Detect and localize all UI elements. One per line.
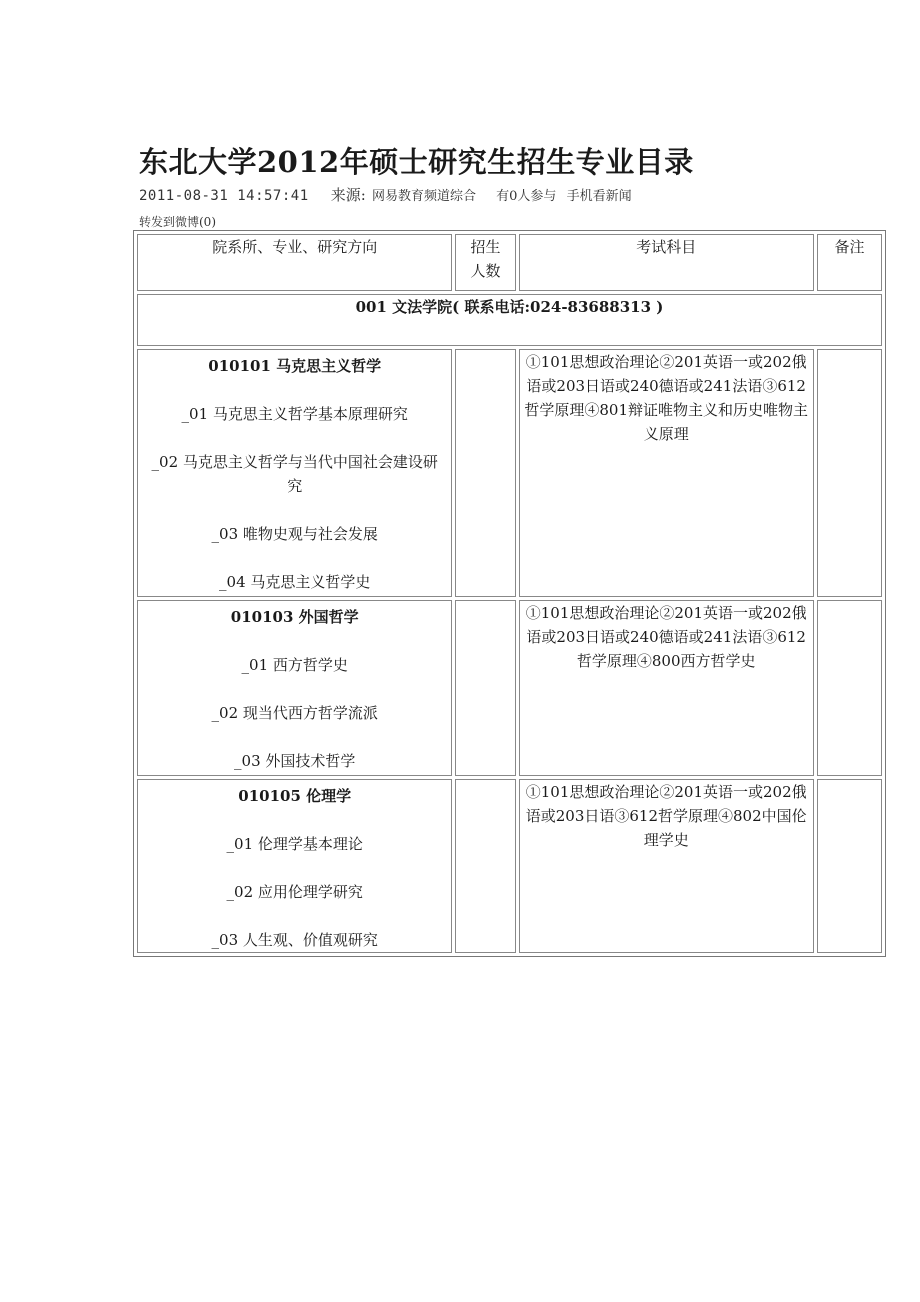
share-weibo-link[interactable]: 转发到微博(0) [139,215,216,229]
enroll-cell [455,349,515,597]
direction-item: _03 人生观、价值观研究 [211,931,378,949]
catalog-table [133,230,886,957]
source-label: 来源: [330,186,366,204]
mobile-news-link[interactable]: 手机看新闻 [566,189,632,204]
notes-cell [817,349,882,597]
page-title: 东北大学2012年硕士研究生招生专业目录 [139,145,694,179]
program-title: 010103 外国哲学 [230,608,359,626]
header-notes: 备注 [817,234,882,291]
table-header-row [137,234,882,291]
direction-item: _02 应用伦理学研究 [226,883,363,901]
direction-item: _02 现当代西方哲学流派 [211,704,378,722]
exam-subjects-cell: ①101思想政治理论②201英语一或202俄语或203日语或240德语或241法语③612哲学原理④800西方哲学史 [519,600,814,776]
direction-item: _03 外国技术哲学 [234,752,356,770]
notes-cell [817,779,882,953]
enroll-cell [455,600,515,776]
table-row [137,349,882,597]
exam-subjects-cell: ①101思想政治理论②201英语一或202俄语或203日语或240德语或241法语③612哲学原理④801辩证唯物主义和历史唯物主义原理 [519,349,814,597]
program-cell [137,779,452,953]
enroll-cell [455,779,515,953]
header-enroll [455,234,515,291]
program-cell [137,349,452,597]
direction-item: _01 马克思主义哲学基本原理研究 [181,405,408,423]
program-title: 010101 马克思主义哲学 [208,357,382,375]
direction-item: _01 伦理学基本理论 [226,835,363,853]
exam-subjects-cell: ①101思想政治理论②201英语一或202俄语或203日语③612哲学原理④802中国伦理学史 [519,779,814,953]
direction-item: _03 唯物史观与社会发展 [211,525,378,543]
department-cell: 001 文法学院( 联系电话:024-83688313 ) [137,294,882,346]
header-program: 院系所、专业、研究方向 [137,234,452,291]
publish-datetime: 2011-08-31 14:57:41 [139,188,309,204]
table-row [137,600,882,776]
participants-count[interactable]: 有0人参与 [496,189,557,204]
department-row [137,294,882,346]
header-exams: 考试科目 [519,234,814,291]
program-cell [137,600,452,776]
direction-item: _01 西方哲学史 [241,656,348,674]
direction-item: _04 马克思主义哲学史 [219,573,371,591]
program-title: 010105 伦理学 [238,787,352,805]
source-link[interactable]: 网易教育频道综合 [372,189,477,204]
table-row [137,779,882,953]
notes-cell [817,600,882,776]
direction-item: _02 马克思主义哲学与当代中国社会建设研究 [151,453,438,495]
header-enroll-text: 招生人数 [470,238,501,280]
article-meta [139,184,632,205]
